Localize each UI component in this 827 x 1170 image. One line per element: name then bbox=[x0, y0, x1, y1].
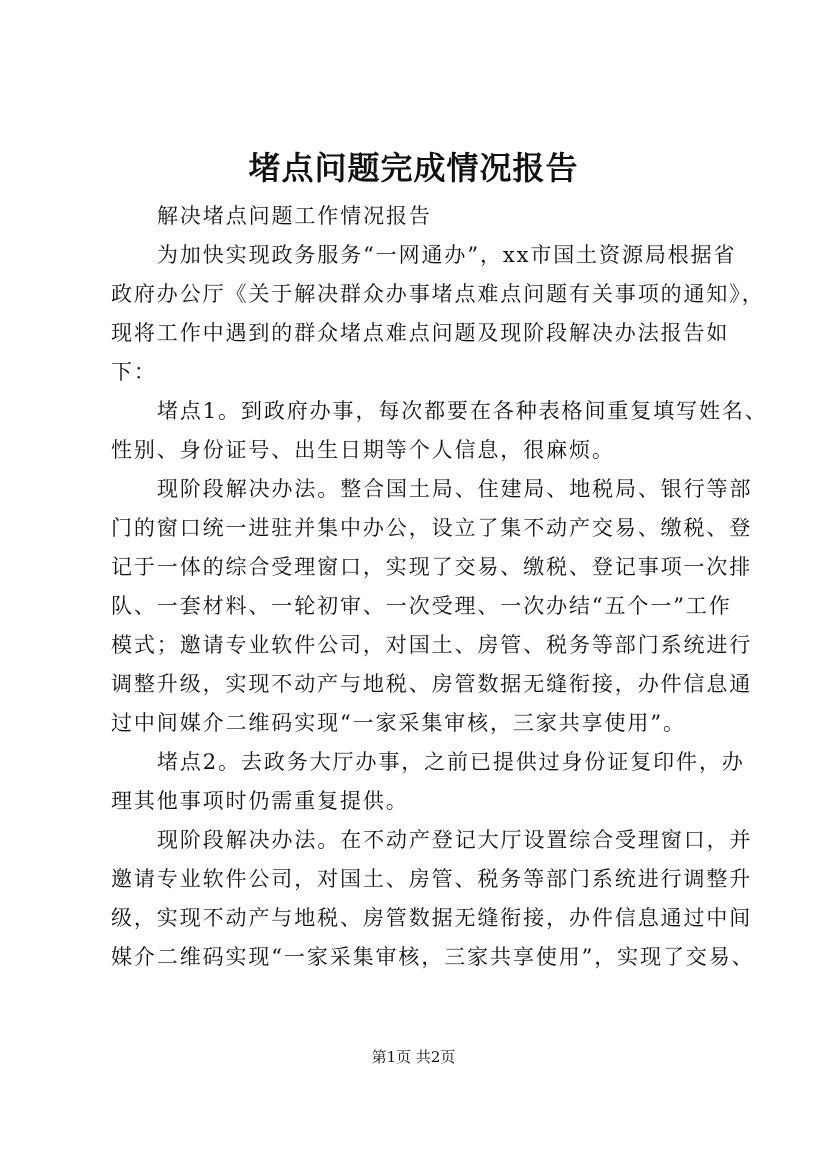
body-line: 堵点2。去政务大厅办事，之前已提供过身份证复印件，办 bbox=[157, 750, 745, 774]
body-line: 模式；邀请专业软件公司，对国土、房管、税务等部门系统进行 bbox=[111, 633, 753, 657]
body-line: 理其他事项时仍需重复提供。 bbox=[111, 789, 409, 813]
body-line: 队、一套材料、一轮初审、一次受理、一次办结“五个一”工作 bbox=[111, 594, 732, 618]
body-line: 下： bbox=[111, 360, 157, 384]
body-line: 性别、身份证号、出生日期等个人信息，很麻烦。 bbox=[111, 438, 615, 462]
body-line: 现将工作中遇到的群众堵点难点问题及现阶段解决办法报告如 bbox=[111, 321, 730, 345]
body-line: 堵点1。到政府办事，每次都要在各种表格间重复填写姓名、 bbox=[157, 399, 768, 423]
body-line: 门的窗口统一进驻并集中办公，设立了集不动产交易、缴税、登 bbox=[111, 516, 753, 540]
body-line: 现阶段解决办法。整合国土局、住建局、地税局、银行等部 bbox=[157, 477, 753, 501]
body-line: 解决堵点问题工作情况报告 bbox=[157, 204, 432, 228]
body-line: 过中间媒介二维码实现“一家采集审核，三家共享使用”。 bbox=[111, 711, 686, 735]
page-number: 第1页 共2页 bbox=[371, 1048, 456, 1066]
body-line: 级，实现不动产与地税、房管数据无缝衔接，办件信息通过中间 bbox=[111, 906, 753, 930]
body-line: 现阶段解决办法。在不动产登记大厅设置综合受理窗口，并 bbox=[157, 828, 753, 852]
body-line: 记于一体的综合受理窗口，实现了交易、缴税、登记事项一次排 bbox=[111, 555, 753, 579]
page-footer bbox=[0, 1046, 827, 1068]
body-line: 邀请专业软件公司，对国土、房管、税务等部门系统进行调整升 bbox=[111, 867, 753, 891]
document-title: 堵点问题完成情况报告 bbox=[248, 149, 579, 187]
body-line: 为加快实现政务服务“一网通办”，xx市国土资源局根据省 bbox=[157, 243, 737, 267]
body-line: 媒介二维码实现“一家采集审核，三家共享使用”，实现了交易、 bbox=[111, 945, 755, 969]
document-body bbox=[111, 197, 768, 977]
body-line: 政府办公厅《关于解决群众办事堵点难点问题有关事项的通知》， bbox=[111, 282, 765, 306]
body-line: 调整升级，实现不动产与地税、房管数据无缝衔接，办件信息通 bbox=[111, 672, 753, 696]
